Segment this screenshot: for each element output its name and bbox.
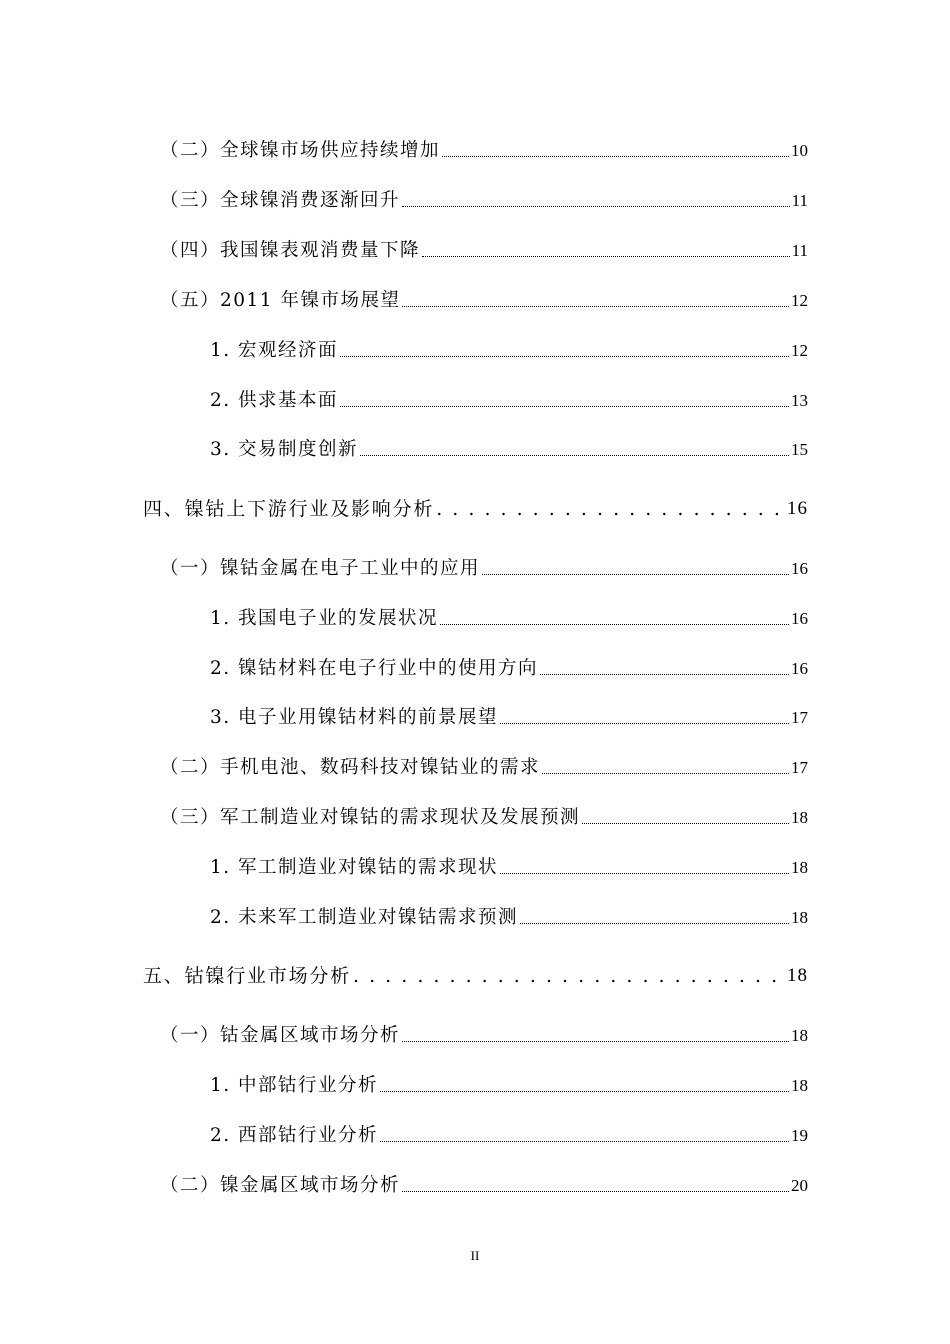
toc-entry[interactable] [210,437,808,463]
toc-entry[interactable] [210,338,808,364]
dot-leader [520,923,789,924]
toc-entry[interactable] [160,138,808,164]
toc-entry[interactable] [210,1123,808,1149]
dot-leader [380,1141,789,1142]
toc-entry[interactable] [160,755,808,781]
toc-entry-title: （三）军工制造业对镍钴的需求现状及发展预测 [160,807,581,828]
dot-leader [340,356,789,357]
toc-entry-page: 19 [791,1126,808,1145]
toc-entry-page: 18 [791,858,808,877]
toc-entry-title: （二）镍金属区域市场分析 [160,1175,401,1196]
toc-entry-page: 16 [791,609,808,628]
toc-entry[interactable] [160,805,808,831]
toc-chapter-page: 18 [787,965,808,986]
toc-entry-title: 3. 交易制度创新 [210,439,359,460]
dot-leader [402,1191,789,1192]
dot-leader [402,306,789,307]
toc-entry-title: 1. 中部钴行业分析 [210,1075,379,1096]
toc-entry-title: 1. 军工制造业对镍钴的需求现状 [210,857,499,878]
toc-entry[interactable] [210,388,808,414]
toc-entry-title: 3. 电子业用镍钴材料的前景展望 [210,707,499,728]
toc-entry[interactable] [160,288,808,314]
toc-entry[interactable] [160,238,808,264]
toc-entry-page: 18 [791,1076,808,1095]
toc-chapter-page: 16 [787,498,808,519]
toc-entry-page: 15 [791,440,808,459]
dot-leader [500,723,789,724]
toc-entry-page: 18 [791,808,808,827]
toc-entry-page: 12 [791,291,808,310]
toc-entry-title: 2. 未来军工制造业对镍钴需求预测 [210,907,519,928]
toc-entry[interactable] [160,1023,808,1049]
toc-entry[interactable] [160,1173,808,1199]
toc-entry[interactable] [160,556,808,582]
toc-chapter[interactable] [143,963,808,989]
dot-leader [540,674,789,675]
toc-entry-title: （二）全球镍市场供应持续增加 [160,140,441,161]
page-number: II [470,1248,480,1263]
toc-entry-page: 13 [791,391,808,410]
toc-entry-page: 18 [791,1026,808,1045]
toc-entry-title: （四）我国镍表观消费量下降 [160,240,421,261]
dot-leader [340,406,789,407]
toc-entry[interactable] [210,855,808,881]
dot-leader [380,1091,789,1092]
toc-entry-page: 18 [791,908,808,927]
dot-leader [353,963,783,989]
toc-entry-page: 16 [791,659,808,678]
toc-chapter-title: 四、镍钴上下游行业及影响分析 [143,498,435,520]
toc-entry-title: 1. 宏观经济面 [210,340,339,361]
toc-entry[interactable] [210,905,808,931]
dot-leader [500,873,789,874]
dot-leader [422,256,790,257]
toc-entry-page: 17 [791,758,808,777]
toc-entry-page: 12 [791,341,808,360]
toc-entry-title: （一）钴金属区域市场分析 [160,1025,401,1046]
dot-leader [482,574,789,575]
toc-chapter[interactable] [143,496,808,522]
toc-entry-title: 2. 供求基本面 [210,390,339,411]
dot-leader [582,823,789,824]
toc-entry-title: 2. 镍钴材料在电子行业中的使用方向 [210,658,539,679]
toc-entry-page: 17 [791,708,808,727]
toc-entry-title: （三）全球镍消费逐渐回升 [160,190,401,211]
dot-leader [402,206,790,207]
toc-entry-title: 1. 我国电子业的发展状况 [210,608,439,629]
toc-entry-page: 11 [791,191,808,210]
toc-entry-title: （五）2011 年镍市场展望 [160,290,401,311]
toc-entry[interactable] [210,606,808,632]
dot-leader [360,455,789,456]
dot-leader [542,773,789,774]
toc-entry[interactable] [210,705,808,731]
dot-leader [402,1041,789,1042]
toc-entry-page: 20 [791,1176,808,1195]
toc-entry-page: 10 [791,141,808,160]
toc-entry-title: 2. 西部钴行业分析 [210,1125,379,1146]
dot-leader [440,624,789,625]
toc-entry-page: 11 [791,241,808,260]
toc-entry[interactable] [160,188,808,214]
toc-entry-page: 16 [791,559,808,578]
toc-chapter-title: 五、钴镍行业市场分析 [143,965,352,987]
dot-leader [436,496,783,522]
toc-entry[interactable] [210,656,808,682]
toc-entry-title: （二）手机电池、数码科技对镍钴业的需求 [160,757,541,778]
dot-leader [442,156,789,157]
toc-entry-title: （一）镍钴金属在电子工业中的应用 [160,558,481,579]
toc-entry[interactable] [210,1073,808,1099]
